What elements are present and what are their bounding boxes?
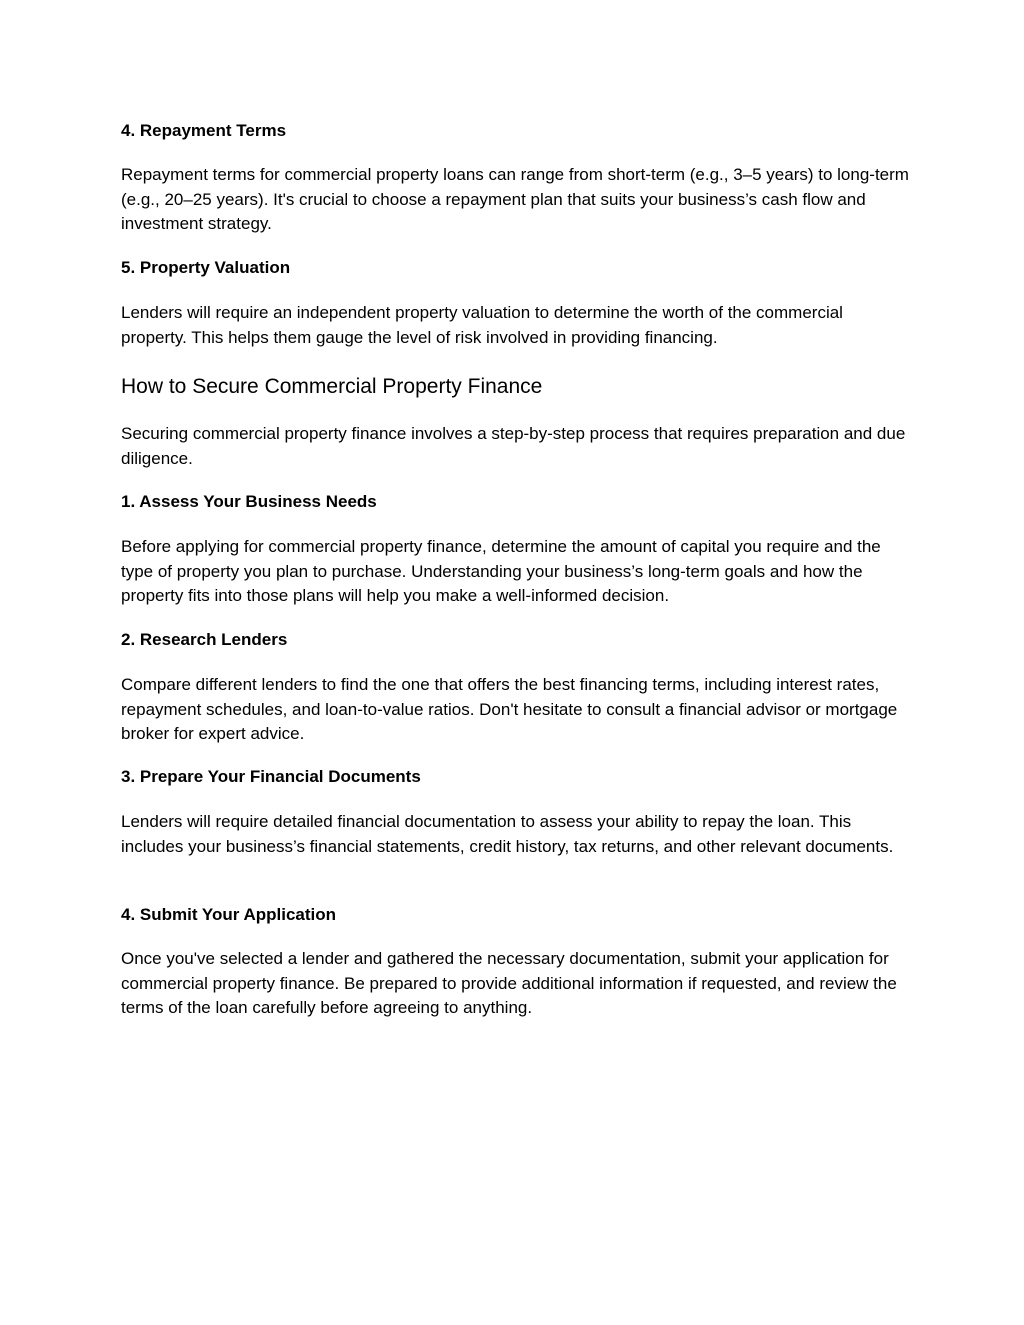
section-intro-secure-finance: Securing commercial property finance involves a step-by-step process that requires preparation and due diligence. [121,424,906,468]
step-heading-assess-needs: 1. Assess Your Business Needs [121,492,377,511]
section-body-property-valuation: Lenders will require an independent property valuation to determine the worth of the commercial property. This helps them gauge the level of risk involved in providing financing. [121,303,843,347]
section-heading-repayment-terms: 4. Repayment Terms [121,121,287,140]
section-title-secure-finance: How to Secure Commercial Property Finance [121,375,543,398]
step-heading-research-lenders: 2. Research Lenders [121,630,288,649]
step-body-submit-application: Once you've selected a lender and gathered the necessary documentation, submit your application for commercial property finance. Be prepared to provide additional information if requested, and review the terms of the loan carefully before agreeing to anything. [121,949,897,1017]
step-body-assess-needs: Before applying for commercial property finance, determine the amount of capital you require and the type of property you plan to purchase. Understanding your business’s long-term goals and how the property fits into those plans will help you make a well-informed decision. [121,537,881,605]
step-body-prepare-documents: Lenders will require detailed financial documentation to assess your ability to repay the loan. This includes your business’s financial statements, credit history, tax returns, and other relevant documents. [121,812,894,856]
step-heading-submit-application: 4. Submit Your Application [121,905,337,924]
step-body-research-lenders: Compare different lenders to find the one that offers the best financing terms, including interest rates, repayment schedules, and loan-to-value ratios. Don't hesitate to consult a financial advisor or mortgage broker for expert advice. [121,675,898,743]
section-heading-property-valuation: 5. Property Valuation [121,258,291,277]
step-heading-prepare-documents: 3. Prepare Your Financial Documents [121,767,421,786]
section-body-repayment-terms: Repayment terms for commercial property loans can range from short-term (e.g., 3–5 years) to long-term (e.g., 20–25 years). It's crucial to choose a repayment plan that suits your business’s cash flow and investment strategy. [121,165,909,233]
